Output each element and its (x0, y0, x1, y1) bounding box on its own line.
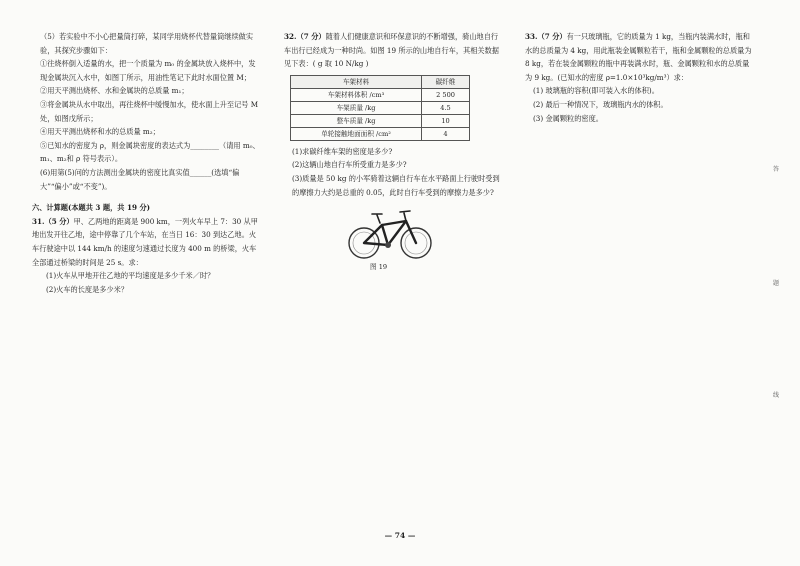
column-right (525, 30, 753, 125)
q33-stem (525, 30, 753, 84)
margin-mark: 题 (773, 280, 780, 287)
q33-number: 33.（7 分） (525, 32, 567, 41)
table-cell: 车架材料体积 /cm³ (291, 88, 422, 101)
table-cell: 单轮接触地面面积 /cm² (291, 127, 422, 140)
mountain-bike-figure (344, 205, 436, 261)
column-middle (284, 30, 504, 275)
figure-caption: 图 19 (370, 263, 388, 272)
q30-step-1: ①往烧杯倒入适量的水，把一个质量为 m₀ 的金属块放入烧杯中，发现金属块沉入水中，如图丁所示，用油性笔记下此时水面位置 M； (40, 59, 256, 82)
q31-body: 甲、乙两地的距离是 900 km，一列火车早上 7：30 从甲地出发开往乙地，途中停靠了几个车站，在当日 16：30 到达乙地。火车行驶途中以 144 km/h 的速度匀速通过长度为 400 m 的桥梁，火车全部通过桥梁的时间是 25 s。求： (32, 216, 258, 267)
q33-body: 有一只玻璃瓶，它的质量为 1 kg，当瓶内装满水时，瓶和水的总质量为 4 kg，用此瓶装金属颗粒若干，瓶和金属颗粒的总质量为 8 kg，若在装金属颗粒的瓶中再装满水时，瓶、金属颗粒和水的总质量为 9 kg。(已知水的密度 ρ=1.0×10³kg/m³）求： (525, 32, 752, 82)
table-cell: 10 (422, 114, 470, 127)
q30-part-6: (6)用第(5)问的方法测出金属块的密度比真实值______(选填“偏大”“偏小”或“不变”)。 (40, 167, 240, 191)
margin-mark: 线 (773, 392, 780, 399)
q30-step-4: ④用天平测出烧杯和水的总质量 m₂； (40, 127, 160, 137)
q30-step-2: ②用天平测出烧杯、水和金属块的总质量 m₁； (40, 86, 189, 96)
q32-part-1: (1)求碳纤维车架的密度是多少? (292, 146, 393, 156)
column-left (32, 30, 260, 296)
table-row (291, 114, 470, 127)
page-number: — 74 — (384, 531, 416, 540)
table-header: 碳纤维 (422, 75, 470, 88)
table-cell: 2 500 (422, 88, 470, 101)
table-cell: 车架质量 /kg (291, 101, 422, 114)
q33-part-3: (3) 金属颗粒的密度。 (533, 113, 603, 123)
q30-step-5: ⑤已知水的密度为 ρ，则金属块密度的表达式为________（请用 m₀、m₁、m₂和 ρ 符号表示）。 (40, 140, 260, 164)
q32-stem (284, 30, 504, 71)
table-cell: 4.5 (422, 101, 470, 114)
table-row (291, 88, 470, 101)
table-cell: 4 (422, 127, 470, 140)
q32-body: 随着人们健康意识和环保意识的不断增强，骑山地自行车出行已经成为一种时尚。如图 19 所示的山地自行车，其相关数据见下表：( g 取 10 N/kg ) (284, 32, 499, 69)
q31-stem (32, 215, 260, 269)
table-row (291, 127, 470, 140)
table-row (291, 101, 470, 114)
q32-part-2: (2)这辆山地自行车所受重力是多少? (292, 160, 407, 170)
q31-number: 31.（5 分） (32, 216, 74, 226)
table-header-row (291, 75, 470, 88)
table-header: 车架材料 (291, 75, 422, 88)
q31-part-2: (2)火车的长度是多少米？ (46, 284, 129, 294)
q30-step-3: ③将金属块从水中取出，再往烧杯中缓慢加水，使水面上升至记号 M 处，如图戊所示； (40, 99, 259, 123)
q33-part-1: (1) 玻璃瓶的容积(即可装入水的体积)。 (533, 86, 659, 96)
q32-part-3: (3)质量是 50 kg 的小军骑着这辆自行车在水平路面上行驶时受到的摩擦力大约是总重的 0.05，此时自行车受到的摩擦力是多少? (292, 173, 500, 197)
q31-part-1: (1)火车从甲地开往乙地的平均速度是多少千米／时？ (46, 271, 215, 281)
margin-mark: 答 (773, 166, 780, 173)
bike-data-table (290, 75, 470, 141)
q32-number: 32.（7 分） (284, 32, 326, 41)
q33-part-2: (2) 最后一种情况下，玻璃瓶内水的体积。 (533, 99, 668, 109)
section-title: 六、计算题(本题共 3 题，共 19 分) (32, 203, 151, 213)
table-cell: 整车质量 /kg (291, 114, 422, 127)
q30-step-intro: （5）若实验中不小心把量筒打碎，某同学用烧杯代替量筒继续做实验，其探究步骤如下： (40, 32, 254, 55)
